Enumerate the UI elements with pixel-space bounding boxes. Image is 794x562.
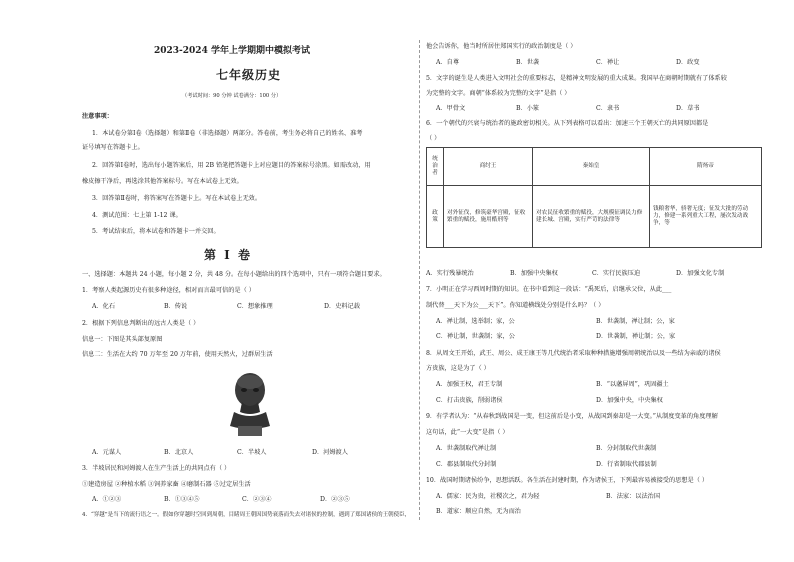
q2-stem: 2．根据下列信息判断出的远古人类是（ ）: [82, 320, 200, 327]
q7-option-a: A．禅让制，选举制；家，公: [436, 318, 515, 325]
table-row-label: 政策: [427, 186, 444, 248]
q2-option-c: C．半坡人: [237, 449, 267, 456]
note-2b: 橡皮擦干净后，再选涂其他答案标号。写在本试卷上无效。: [82, 178, 243, 185]
q2-option-a: A．元谋人: [92, 449, 122, 456]
q6-option-b: B．加强中央集权: [510, 270, 558, 277]
note-1b: 证号填写在答题卡上。: [82, 144, 144, 151]
section-intro: 一、选择题：本题共 24 小题，每小题 2 分，共 48 分。在每小题给出的四个选项中，只有一项符合题目要求。: [82, 271, 386, 278]
note-2a: 2．回答第Ⅰ卷时，选出每小题答案后，用 2B 铅笔把答题卡上对应题目的答案标号涂黑。如需改动，用: [92, 162, 371, 169]
table-cell-qin: 对农民征收繁重的赋役，大规模征调民力修建长城、宫殿，实行严苛的法律等: [533, 186, 650, 248]
q10-option-a: A．儒家：民为贵，社稷次之，君为轻: [436, 493, 540, 500]
q3-items: ①建造房屋 ②种植水稻 ③饲养家畜 ④磨制石器 ⑤过定居生活: [82, 481, 251, 488]
q6-option-a: A．实行残暴统治: [426, 270, 474, 277]
note-4: 4．测试范围：七上第 1-12 课。: [92, 212, 182, 219]
q7-option-d: D．世袭制，禅让制；公，家: [596, 333, 676, 340]
q6-table: [426, 147, 762, 248]
q5-option-a: A．甲骨文: [436, 105, 466, 112]
note-1a: 1．本试卷分第Ⅰ卷（选择题）和第Ⅱ卷（非选择题）两部分。答卷前，考生务必将自己的姓名、准考: [92, 130, 363, 137]
q6-stem-1: 6．一个朝代的兴衰与统治者的施政密切相关。从下列表格可以看出：加速三个王朝灭亡的共同原因都是: [426, 120, 709, 127]
q2-option-d: D．河姆渡人: [312, 449, 348, 456]
q8-option-b: B．“以藩屏周”，巩固疆土: [596, 381, 669, 388]
q3-option-b: B．①③④⑤: [164, 496, 200, 503]
q5-option-c: C．隶书: [596, 105, 620, 112]
q9-stem-1: 9．有学者认为：“从春秋到战国是一变，但这前后是小变，从战国到秦却是一大变。”从制度变革的角度理解: [426, 413, 718, 420]
q7-option-b: B．世袭制，禅让制；公，家: [596, 318, 675, 325]
q1-option-b: B．传说: [164, 303, 188, 310]
table-header-zhou: 商纣王: [444, 148, 533, 186]
q1-stem: 1．考察人类起源历史有很多种途径，相对而言最可信的是（ ）: [82, 287, 255, 294]
q1-option-c: C．想象推理: [237, 303, 273, 310]
table-cell-sui: 钱粮奢华，骄奢无度；征发大批的劳动力，修建一系列重大工程，屡次发动战争，等: [650, 186, 762, 248]
q3-option-c: C．②③④: [242, 496, 272, 503]
column-divider: [419, 40, 420, 520]
q4-option-a: A．自尊: [436, 59, 460, 66]
q5-stem-1: 5．文字的诞生是人类进入文明社会的重要标志，是精神文明发展的重大成果。我国早在商朝时期就有了体系较: [426, 75, 727, 82]
subject-title: 七年级历史: [216, 68, 282, 82]
section-title: 第 Ⅰ 卷: [204, 248, 252, 262]
q3-option-d: D．②③⑤: [320, 496, 350, 503]
q9-stem-2: 这句话，此“一大变”是指（ ）: [426, 429, 509, 436]
q9-option-a: A．世袭制取代禅让制: [436, 445, 497, 452]
q6-stem-2: （ ）: [426, 135, 441, 142]
q1-option-d: D．史料记载: [324, 303, 360, 310]
table-header-ruler: 统治者: [427, 148, 444, 186]
q9-option-b: B．分封制取代世袭制: [596, 445, 657, 452]
q10-option-c: B．道家：顺应自然，无为而治: [436, 508, 521, 515]
table-header-qin: 秦始皇: [533, 148, 650, 186]
q5-option-d: D．草书: [676, 105, 700, 112]
q8-option-d: D．加强中央，中央集权: [596, 397, 663, 404]
note-3: 3．回答第Ⅱ卷时，将答案写在答题卡上。写在本试卷上无效。: [92, 195, 262, 202]
q8-option-a: A．加强王权，君王专制: [436, 381, 503, 388]
q6-option-d: D．加强文化专制: [676, 270, 725, 277]
q4-option-b: B．世袭: [516, 59, 540, 66]
table-cell-zhou: 对外征伐，修筑豪华宫殿，征收繁重的赋役，施用酷刑等: [444, 186, 533, 248]
notes-heading: 注意事项：: [82, 113, 113, 120]
q2-info1: 信息一：下图是其头部复原图: [82, 336, 163, 343]
q7-stem-2: 制代替___天下为公___天下”。你知道横线处分别是什么吗？（ ）: [426, 302, 605, 309]
q4-stem: 4．“穿越”是当下的流行语之一。假如你穿越时空回到周朝，目睹周王朝因国势衰落而失去对诸侯的控制，遇到了郑国诸侯的王朝使臣，: [82, 512, 411, 518]
q6-option-c: C．实行民族压迫: [592, 270, 641, 277]
exam-title: 2023-2024 学年上学期期中模拟考试: [154, 46, 310, 56]
table-header-sui: 隋炀帝: [650, 148, 762, 186]
q4-option-d: D．政变: [676, 59, 700, 66]
q5-option-b: B．小篆: [516, 105, 540, 112]
q2-info2: 信息二：生活在大约 70 万年至 20 万年前，使用天然火，过群居生活: [82, 351, 273, 358]
exam-info: （考试时间：90 分钟 试卷满分：100 分）: [182, 93, 282, 99]
q4-option-c: C．禅让: [596, 59, 620, 66]
q3-stem: 3．半坡居民和河姆渡人在生产生活上的共同点有（ ）: [82, 465, 231, 472]
q9-option-c: C．郡县制取代分封制: [436, 461, 497, 468]
q8-option-c: C．打击贵族，削弱诸侯: [436, 397, 503, 404]
q1-option-a: A．化石: [92, 303, 116, 310]
q10-option-b: B．法家：以法治国: [606, 493, 661, 500]
q9-option-d: D．行省制取代郡县制: [596, 461, 657, 468]
q5-stem-2: 为完整的文字。商朝“体系较为完整的文字”是指（ ）: [426, 90, 571, 97]
q7-option-c: C．禅让制，世袭制；家，公: [436, 333, 515, 340]
q7-stem-1: 7．小明正在学习西周时期的知识。在书中看到这一段话：“禹死后，启继承父位，从此___: [426, 286, 672, 293]
note-5: 5．考试结束后，将本试卷和答题卡一并交回。: [92, 228, 220, 235]
q2-option-b: B．北京人: [164, 449, 194, 456]
q4-continued: 他会告诉你，他当时所居住郑国实行的政治制度是（ ）: [426, 43, 577, 50]
q8-stem-1: 8．从周文王开始，武王、周公、成王康王等几代统治者采取种种措施增强周朝统治以及一些结为亲戚的诸侯: [426, 350, 721, 357]
q8-stem-2: 方贵族，这是为了（ ）: [426, 365, 490, 372]
q10-stem: 10．战国时期诸侯纷争，思想活跃。各生活在封建时期，作为诸侯王，下列最容易被接受的思想是（ ）: [426, 477, 709, 484]
q3-option-a: A．①②③: [92, 496, 122, 503]
peking-man-bust-image: [220, 368, 280, 438]
